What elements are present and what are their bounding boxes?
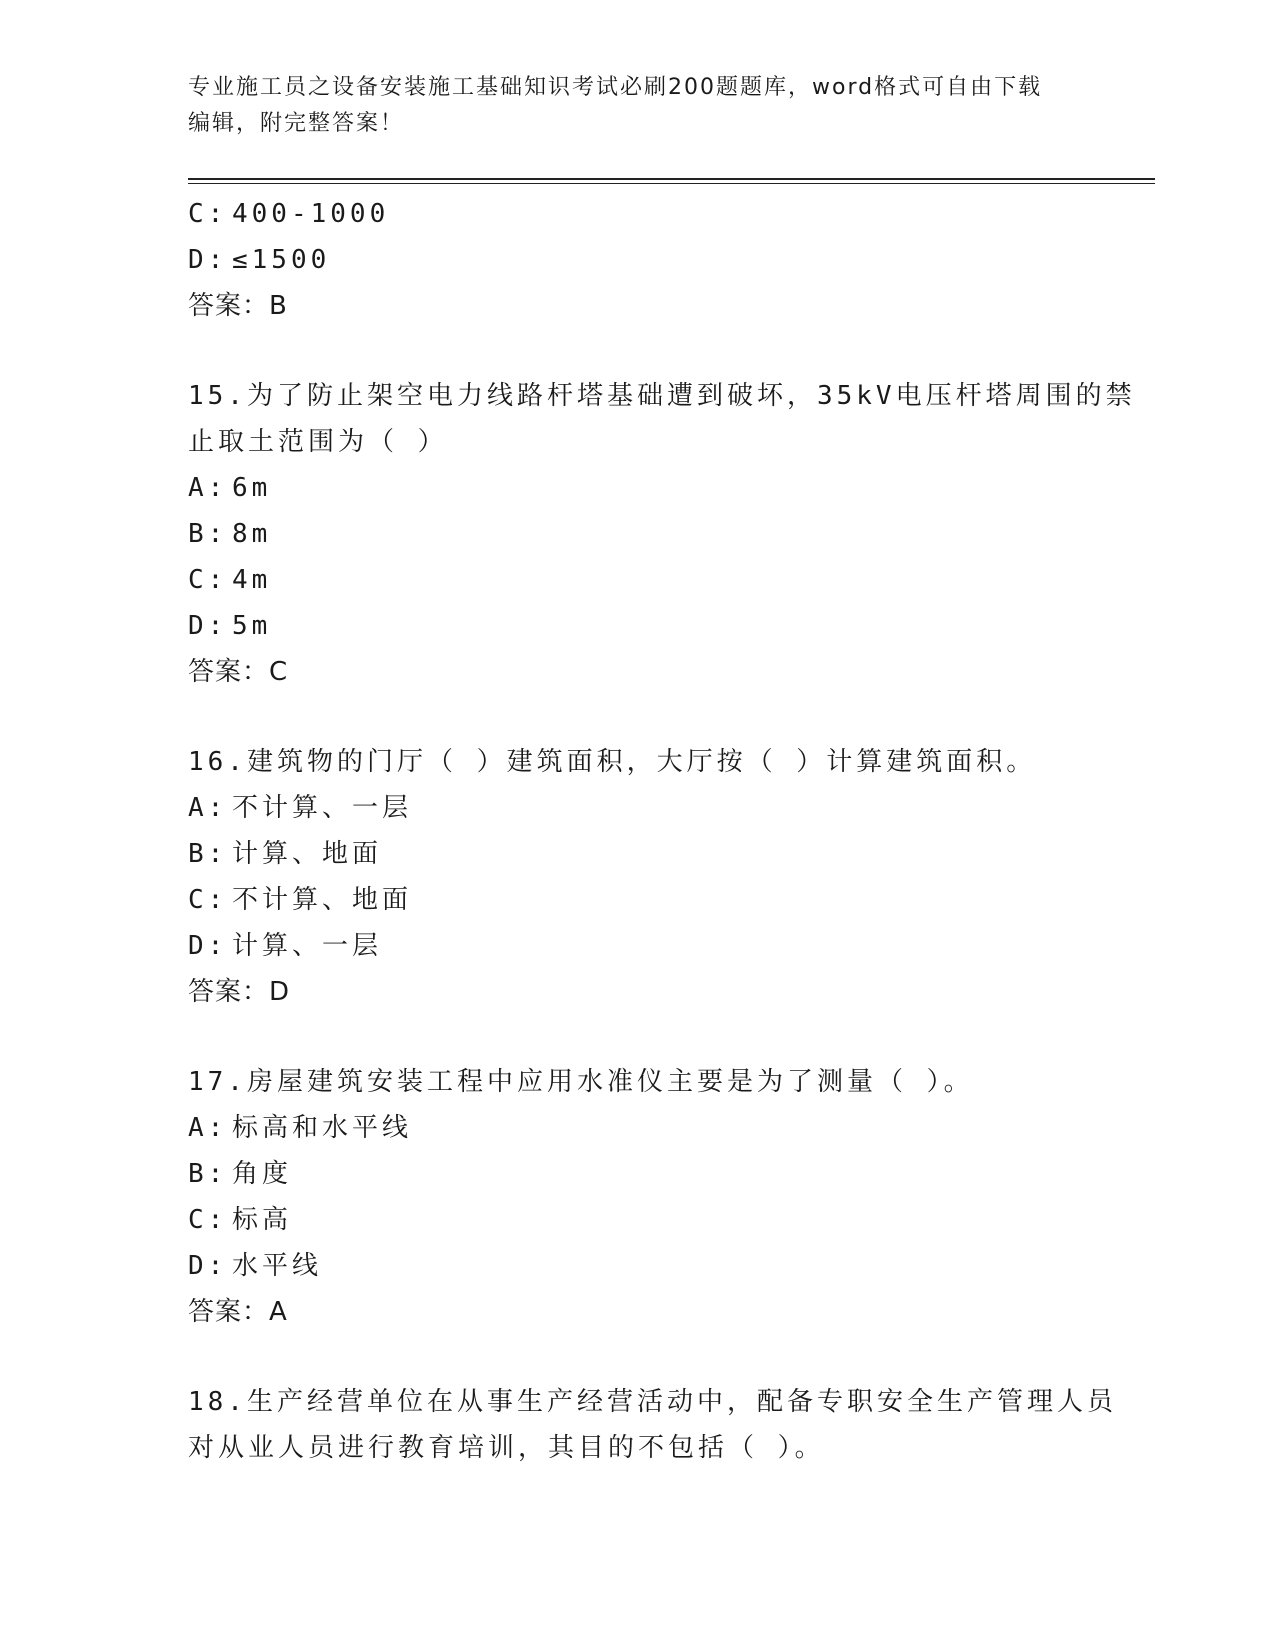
question-content — [188, 191, 1136, 1471]
option-label: D: — [188, 245, 228, 275]
option-a — [188, 785, 1088, 831]
option-b — [188, 1151, 1088, 1197]
option-label: A: — [188, 793, 228, 823]
option-d — [188, 237, 1088, 283]
option-label: C: — [188, 565, 228, 595]
option-text: 计算、一层 — [232, 931, 383, 961]
option-text: 5m — [232, 611, 272, 641]
option-label: B: — [188, 1159, 228, 1189]
question-16 — [188, 739, 1088, 1015]
option-c — [188, 191, 1088, 237]
option-label: C: — [188, 1205, 228, 1235]
option-label: A: — [188, 1113, 228, 1143]
option-label: D: — [188, 931, 228, 961]
question-15 — [188, 373, 1136, 695]
question-stem: 15.为了防止架空电力线路杆塔基础遭到破坏，35kV电压杆塔周围的禁 — [188, 381, 1136, 411]
option-text: 标高和水平线 — [232, 1113, 413, 1143]
option-text: 角度 — [232, 1159, 293, 1189]
option-label: D: — [188, 611, 228, 641]
question-18 — [188, 1379, 1117, 1471]
option-text: 400-1000 — [232, 199, 390, 229]
answer: 答案：A — [188, 1297, 288, 1327]
option-c — [188, 557, 1088, 603]
option-b — [188, 511, 1088, 557]
option-d — [188, 923, 1088, 969]
header-rule-thick — [188, 178, 1155, 180]
option-label: D: — [188, 1251, 228, 1281]
option-text: 不计算、地面 — [232, 885, 413, 915]
option-a — [188, 1105, 1088, 1151]
header-line-2: 编辑，附完整答案！ — [188, 111, 405, 136]
option-label: B: — [188, 839, 228, 869]
option-text: 8m — [232, 519, 272, 549]
option-label: B: — [188, 519, 228, 549]
header-line-1: 专业施工员之设备安装施工基础知识考试必刷200题题库，word格式可自由下载 — [188, 75, 1043, 100]
option-text: 计算、地面 — [232, 839, 383, 869]
option-text: ≤1500 — [232, 245, 331, 275]
question-17 — [188, 1059, 1088, 1335]
question-stem: 止取土范围为（ ） — [188, 427, 448, 457]
page-header — [188, 70, 1088, 142]
answer: 答案：C — [188, 657, 289, 687]
question-stem: 对从业人员进行教育培训，其目的不包括（ ）。 — [188, 1433, 825, 1463]
option-a — [188, 465, 1088, 511]
header-rule-thin — [188, 183, 1155, 184]
option-label: C: — [188, 199, 228, 229]
option-d — [188, 603, 1088, 649]
option-label: A: — [188, 473, 228, 503]
answer: 答案：D — [188, 977, 291, 1007]
option-label: C: — [188, 885, 228, 915]
question-stem: 17.房屋建筑安装工程中应用水准仪主要是为了测量（ ）。 — [188, 1067, 974, 1097]
option-text: 水平线 — [232, 1251, 323, 1281]
option-text: 4m — [232, 565, 272, 595]
option-text: 不计算、一层 — [232, 793, 413, 823]
option-c — [188, 877, 1088, 923]
question-stem: 18.生产经营单位在从事生产经营活动中，配备专职安全生产管理人员 — [188, 1387, 1117, 1417]
option-text: 6m — [232, 473, 272, 503]
option-d — [188, 1243, 1088, 1289]
option-text: 标高 — [232, 1205, 293, 1235]
prev-question — [188, 191, 1088, 329]
question-stem: 16.建筑物的门厅（ ）建筑面积，大厅按（ ）计算建筑面积。 — [188, 747, 1037, 777]
option-b — [188, 831, 1088, 877]
answer: 答案：B — [188, 291, 288, 321]
option-c — [188, 1197, 1088, 1243]
